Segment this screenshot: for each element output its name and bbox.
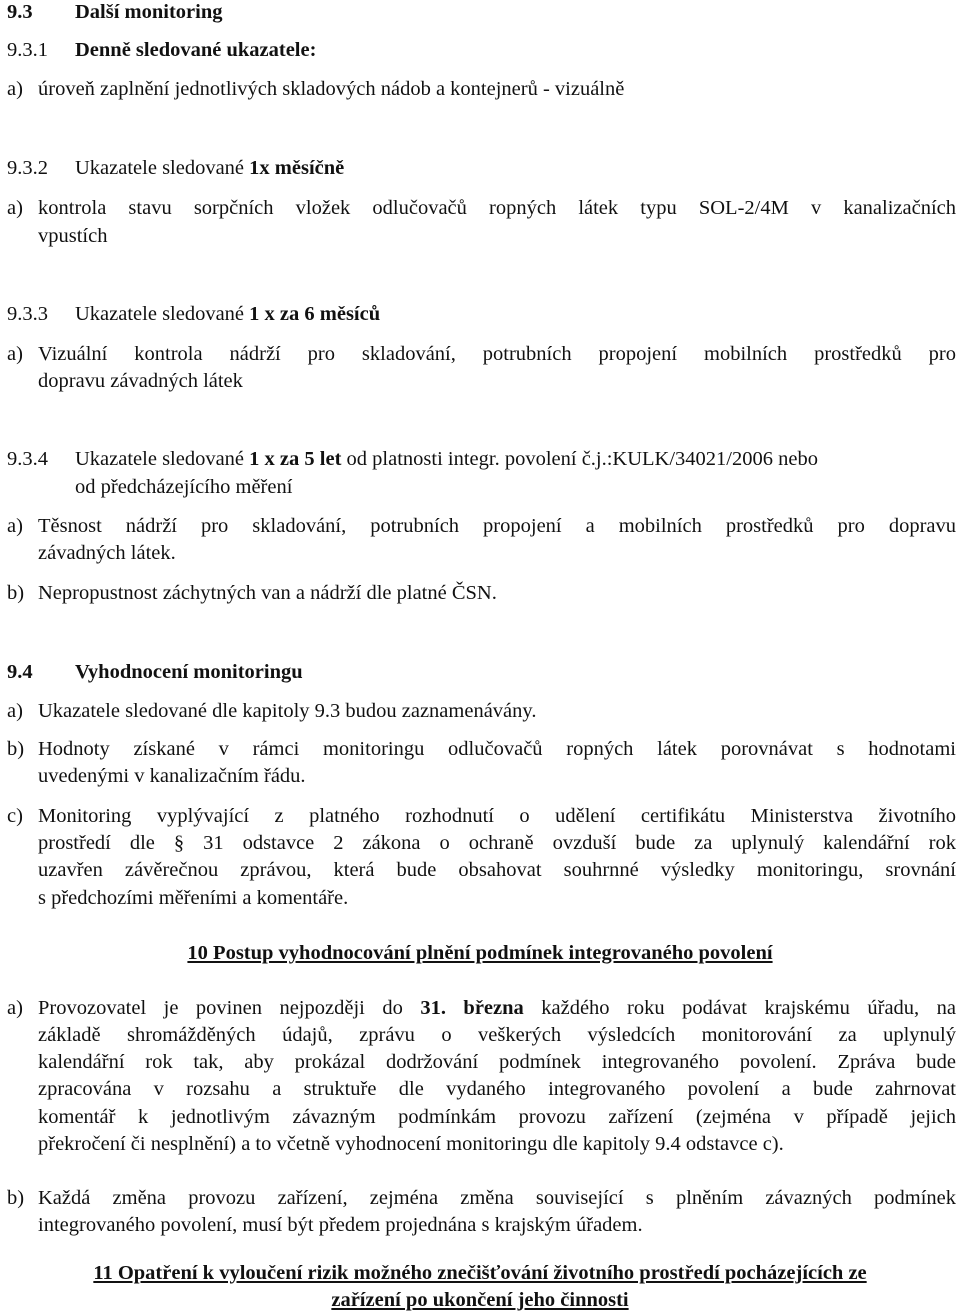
item-text: Každá změna provozu zařízení, zejména změna související s plněním závazných podmínek [38, 1187, 956, 1209]
item-10-a-line4: zpracována v rozsahu a struktuře dle vydaného integrovaného povolení a bude zahrnovat [38, 1078, 956, 1100]
item-text: Těsnost nádrží pro skladování, potrubních propojení a mobilních prostředků pro dopravu [38, 515, 956, 537]
item-label: a) [7, 700, 23, 722]
item-text: Ukazatele sledované dle kapitoly 9.3 budou zaznamenávány. [38, 700, 537, 722]
item-9-4-b-line2: uvedenými v kanalizačním řádu. [38, 765, 306, 787]
section-title-prefix: Ukazatele sledované [75, 448, 250, 470]
section-title [75, 447, 818, 471]
item-10-a-line6: překročení či nesplnění) a to včetně vyhodnocení monitoringu dle kapitoly 9.4 odstavce c). [38, 1133, 784, 1155]
item-text: kontrola stavu sorpčních vložek odlučovačů ropných látek typu SOL-2/4M v kanalizačních [38, 197, 956, 219]
section-title-bold: 1 x za 6 měsíců [249, 303, 381, 325]
section-title: Vyhodnocení monitoringu [75, 661, 303, 683]
section-title-suffix: od platnosti integr. povolení č.j.:KULK/34021/2006 nebo [341, 448, 818, 470]
section-number: 9.3.2 [7, 157, 48, 179]
section-number: 9.3 [7, 1, 33, 23]
section-title [75, 156, 344, 180]
section-title [75, 302, 380, 326]
item-label: c) [7, 805, 23, 827]
item-label: b) [7, 738, 25, 760]
item-label: a) [7, 78, 23, 100]
item-label: a) [7, 343, 23, 365]
item-10-a-line2: základě shromážděných údajů, zprávu o veškerých výsledcích monitorování za uplynulý [38, 1024, 956, 1046]
item-label: a) [7, 515, 23, 537]
section-11-heading-line1: 11 Opatření k vyloučení rizik možného znečišťování životního prostředí pocházejících ze [93, 1262, 867, 1284]
item-text: Monitoring vyplývající z platného rozhodnutí o udělení certifikátu Ministerstva životního [38, 805, 956, 827]
item-label: a) [7, 997, 23, 1019]
section-number: 9.3.1 [7, 39, 48, 61]
section-title [75, 38, 316, 62]
section-number: 9.3.3 [7, 303, 48, 325]
item-9-4-c-line3: uzavřen závěrečnou zprávou, která bude obsahovat souhrnné výsledky monitoringu, srovnání [38, 859, 956, 881]
item-label: a) [7, 197, 23, 219]
item-text: Hodnoty získané v rámci monitoringu odlučovačů ropných látek porovnávat s hodnotami [38, 738, 956, 760]
item-9-3-3-a-line2: dopravu závadných látek [38, 370, 243, 392]
item-9-3-4-a-line2: závadných látek. [38, 542, 176, 564]
item-text [38, 996, 956, 1020]
section-title-prefix: Ukazatele sledované [75, 157, 250, 179]
section-title-bold: 1 x za 5 let [249, 448, 342, 470]
section-title-prefix: Ukazatele sledované [75, 303, 250, 325]
item-9-3-2-a-line2: vpustích [38, 225, 108, 247]
item-text-post: každého roku podávat krajskému úřadu, na [523, 997, 956, 1019]
item-10-b-line2: integrovaného povolení, musí být předem projednána s krajským úřadem. [38, 1214, 643, 1236]
section-title-bold: 1x měsíčně [249, 157, 345, 179]
item-10-a-line3: kalendářní rok tak, aby prokázal dodržování podmínek integrovaného povolení. Zpráva bude [38, 1051, 956, 1073]
section-9-3-4-heading-line2: od předcházejícího měření [75, 476, 293, 498]
section-title-bold: Denně sledované ukazatele: [75, 39, 317, 61]
item-9-4-c-line2: prostředí dle § 31 odstavce 2 zákona o ochraně ovzduší bude za uplynulý kalendářní rok [38, 832, 956, 854]
item-10-a-line5: komentář k jednotlivým závazným podmínkám provozu zařízení (zejména v případě jejich [38, 1106, 956, 1128]
item-label: b) [7, 1187, 25, 1209]
section-11-heading-line2: zařízení po ukončení jeho činnosti [331, 1289, 629, 1311]
item-text-pre: Provozovatel je povinen nejpozději do [38, 997, 421, 1019]
item-text: Vizuální kontrola nádrží pro skladování, potrubních propojení mobilních prostředků pro [38, 343, 956, 365]
section-10-heading: 10 Postup vyhodnocování plnění podmínek integrovaného povolení [187, 942, 773, 964]
section-title: Další monitoring [75, 1, 223, 23]
item-label: b) [7, 582, 25, 604]
item-text: Nepropustnost záchytných van a nádrží dle platné ČSN. [38, 582, 497, 604]
section-number: 9.4 [7, 661, 33, 683]
item-text: úroveň zaplnění jednotlivých skladových nádob a kontejnerů - vizuálně [38, 78, 625, 100]
item-9-4-c-line4: s předchozími měřeními a komentáře. [38, 887, 349, 909]
deadline-bold: 31. března [420, 997, 524, 1019]
section-number: 9.3.4 [7, 448, 48, 470]
